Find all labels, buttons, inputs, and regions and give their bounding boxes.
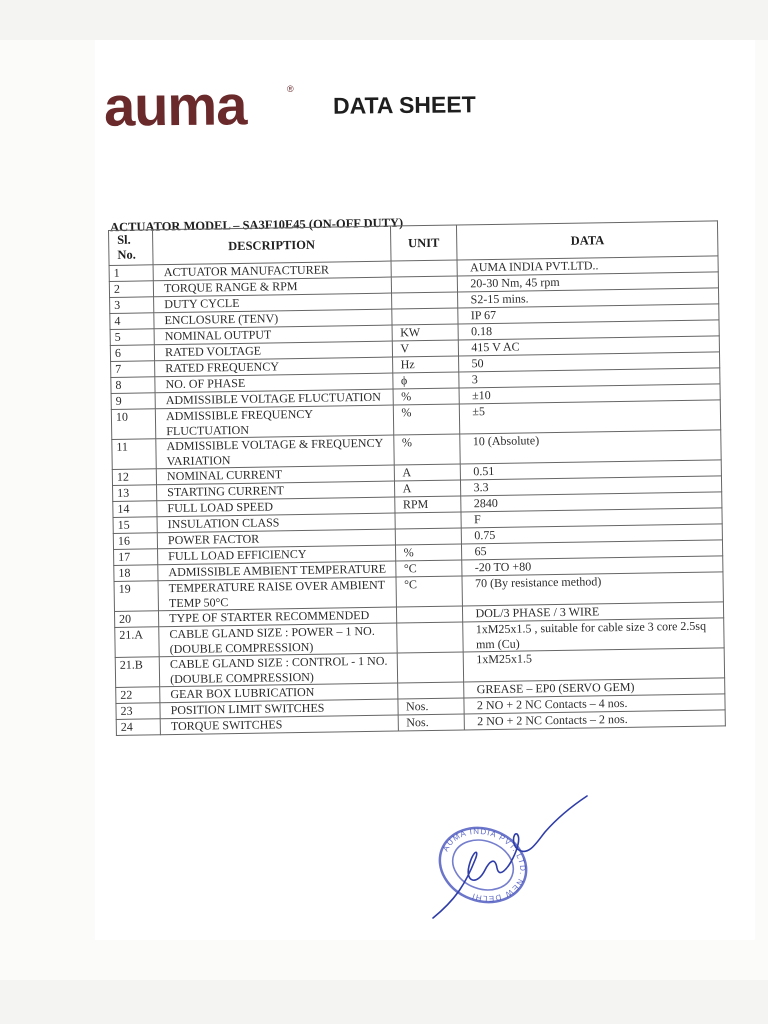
cell-unit: % [395,544,462,561]
spec-table-body [109,256,725,736]
cell-data: ±5 [460,400,721,434]
cell-sl-no: 15 [113,517,157,534]
cell-sl-no: 24 [116,719,160,736]
cell-description: CABLE GLAND SIZE : CONTROL - 1 NO. (DOUBLE COMPRESSION) [159,653,397,687]
cell-data: -20 TO +80 [462,556,723,576]
cell-sl-no: 1 [109,265,153,282]
cell-data: 415 V AC [459,336,720,356]
cell-data: 1xM25x1.5 , suitable for cable size 3 core 2.5sq mm (Cu) [463,618,724,652]
cell-unit [395,528,462,545]
cell-unit [397,682,464,699]
cell-data: 50 [459,352,720,372]
cell-sl-no: 8 [111,377,155,394]
cell-data: 20-30 Nm, 45 rpm [458,272,719,292]
cell-data: DOL/3 PHASE / 3 WIRE [463,602,724,622]
sl-header-line1: Sl. [117,232,131,247]
cell-description: TORQUE RANGE & RPM [153,277,391,297]
company-stamp [428,815,538,915]
cell-description: INSULATION CLASS [157,513,395,533]
cell-description: DUTY CYCLE [154,293,392,313]
cell-unit: % [393,388,460,405]
cell-unit: KW [392,324,459,341]
cell-data: 3.3 [461,476,722,496]
registered-mark: ® [287,84,294,94]
cell-data: 65 [462,540,723,560]
cell-unit [396,622,463,653]
cell-description: FULL LOAD EFFICIENCY [158,545,396,565]
cell-data: 3 [459,368,720,388]
cell-unit: % [393,434,460,465]
col-header-sl-no [109,230,154,266]
cell-unit [396,606,463,623]
cell-unit [391,276,458,293]
svg-text:AUMA INDIA PVT. LTD. NEW DELHI [428,815,538,915]
cell-description: TEMPERATURE RAISE OVER AMBIENT TEMP 50°C [158,577,396,611]
cell-sl-no: 14 [113,501,157,518]
cell-unit: °C [396,576,463,607]
cell-sl-no: 16 [113,533,157,550]
cell-description: NOMINAL OUTPUT [154,325,392,345]
cell-sl-no: 21.B [115,657,160,688]
cell-data: 2840 [461,492,722,512]
cell-description: POSITION LIMIT SWITCHES [160,699,398,719]
cell-unit [395,512,462,529]
cell-data: AUMA INDIA PVT.LTD.. [457,256,718,276]
cell-sl-no: 4 [110,313,154,330]
cell-data: 2 NO + 2 NC Contacts – 4 nos. [464,694,725,714]
cell-description: ADMISSIBLE VOLTAGE FLUCTUATION [155,389,393,409]
cell-sl-no: 17 [114,549,158,566]
actuator-model-line: ACTUATOR MODEL – SA3F10E45 (ON-OFF DUTY) [109,215,404,235]
cell-description: GEAR BOX LUBRICATION [160,683,398,703]
cell-description: ADMISSIBLE AMBIENT TEMPERATURE [158,561,396,581]
cell-data: 2 NO + 2 NC Contacts – 2 nos. [465,710,726,730]
cell-unit [391,292,458,309]
cell-unit: V [392,340,459,357]
cell-unit: Hz [392,356,459,373]
cell-sl-no: 21.A [115,627,160,658]
cell-description: NO. OF PHASE [155,373,393,393]
cell-unit [397,652,464,683]
cell-sl-no: 6 [110,345,154,362]
cell-description: POWER FACTOR [157,529,395,549]
cell-description: ADMISSIBLE VOLTAGE & FREQUENCY VARIATION [156,435,394,469]
document-title: DATA SHEET [332,91,476,119]
cell-sl-no: 9 [111,393,155,410]
auma-logo: auma [103,73,247,138]
cell-sl-no: 20 [114,611,158,628]
cell-data: F [461,508,722,528]
stamp-text: AUMA INDIA PVT. LTD. NEW DELHI [440,826,528,904]
cell-sl-no: 13 [113,485,157,502]
cell-sl-no: 7 [111,361,155,378]
col-header-description: DESCRIPTION [153,226,391,265]
cell-sl-no: 19 [114,581,159,612]
cell-description: STARTING CURRENT [157,481,395,501]
cell-data: GREASE – EP0 (SERVO GEM) [464,678,725,698]
cell-sl-no: 2 [109,281,153,298]
cell-sl-no: 18 [114,565,158,582]
cell-data: 1xM25x1.5 [464,648,725,682]
spec-table [108,220,726,736]
cell-unit [391,260,458,277]
col-header-data: DATA [457,221,718,260]
cell-description: ENCLOSURE (TENV) [154,309,392,329]
cell-description: ACTUATOR MANUFACTURER [153,261,391,281]
cell-description: FULL LOAD SPEED [157,497,395,517]
cell-sl-no: 11 [112,439,157,470]
cell-sl-no: 22 [116,687,160,704]
cell-description: CABLE GLAND SIZE : POWER – 1 NO. (DOUBLE COMPRESSION) [159,623,397,657]
cell-description: NOMINAL CURRENT [156,465,394,485]
cell-description: ADMISSIBLE FREQUENCY FLUCTUATION [155,405,393,439]
cell-data: 0.51 [461,460,722,480]
cell-data: 10 (Absolute) [460,430,721,464]
cell-sl-no: 23 [116,703,160,720]
cell-data: IP 67 [458,304,719,324]
cell-sl-no: 10 [111,409,156,440]
cell-unit: % [393,404,460,435]
stamp-and-signature [425,790,595,930]
cell-unit: A [394,480,461,497]
cell-data: 0.75 [462,524,723,544]
cell-description: TYPE OF STARTER RECOMMENDED [159,607,397,627]
sl-header-line2: No. [117,247,136,262]
cell-description: RATED FREQUENCY [155,357,393,377]
cell-sl-no: 5 [110,329,154,346]
cell-unit [391,308,458,325]
cell-sl-no: 3 [110,297,154,314]
cell-data: 70 (By resistance method) [462,572,723,606]
cell-unit: °C [395,560,462,577]
col-header-unit: UNIT [390,225,457,261]
cell-description: RATED VOLTAGE [154,341,392,361]
cell-description: TORQUE SWITCHES [160,715,398,735]
cell-unit: Nos. [397,698,464,715]
cell-data: ±10 [459,384,720,404]
cell-unit: Nos. [398,714,465,731]
cell-data: S2-15 mins. [458,288,719,308]
cell-unit: RPM [394,496,461,513]
cell-data: 0.18 [458,320,719,340]
cell-sl-no: 12 [112,469,156,486]
cell-unit: A [394,464,461,481]
cell-unit: ϕ [392,372,459,389]
